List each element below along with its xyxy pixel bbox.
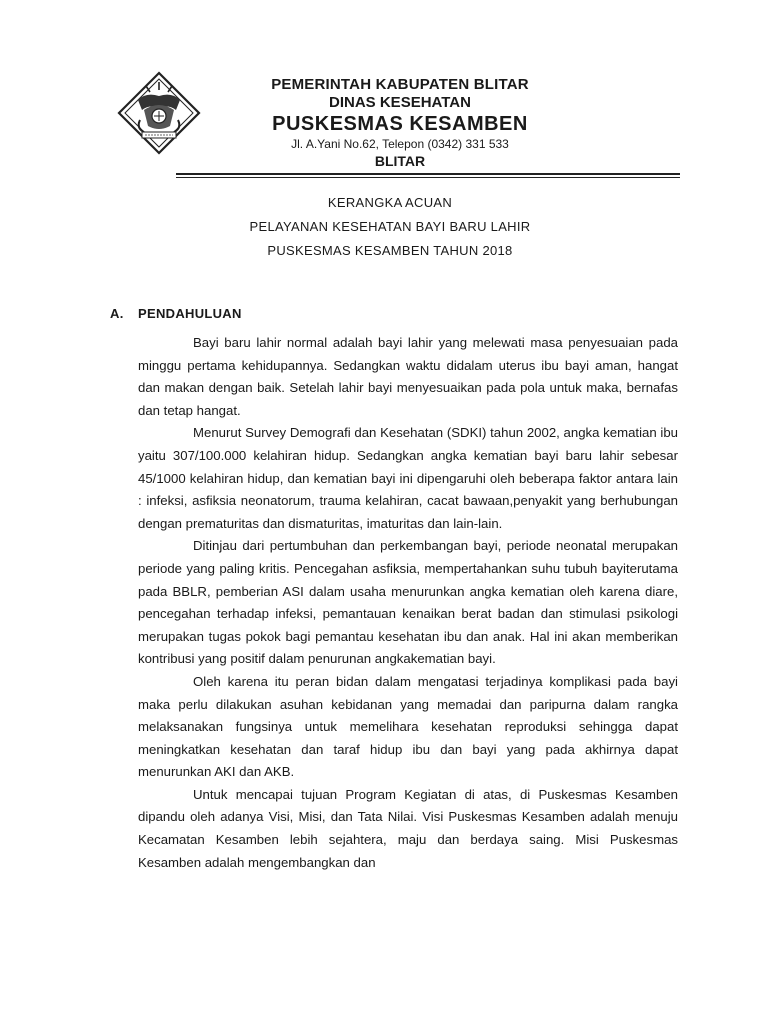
paragraph: Bayi baru lahir normal adalah bayi lahir yang melewati masa penyesuaian pada minggu pertama kehidupannya. Sedangkan waktu didalam uterus ibu bayi aman, hangat dan makan dengan baik. Setelah lahir bayi menyesuaikan pada pola untuk maka, bernafas dan tetap hangat. (138, 335, 678, 418)
document-subtitle: PELAYANAN KESEHATAN BAYI BARU LAHIR (249, 219, 531, 234)
letterhead-divider-thin (176, 177, 680, 178)
institution-address: Jl. A.Yani No.62, Telepon (0342) 331 533 (291, 137, 509, 151)
paragraph: Menurut Survey Demografi dan Kesehatan (SDKI) tahun 2002, angka kematian ibu yaitu 307/100.000 kelahiran hidup. Sedangkan angka kematian bayi baru lahir sebesar 45/1000 kelahiran hidup, dan kematian bayi ini dipengaruhi oleh beberapa faktor antara lain : infeksi, asfiksia neonatorum, trauma kelahiran, cacat bawaan,penyakit yang berhubungan dengan prematuritas dan dismaturitas, imaturitas dan lain-lain. (138, 425, 678, 531)
section-title: PENDAHULUAN (138, 306, 242, 321)
section-number: A. (110, 306, 124, 321)
department-name: DINAS KESEHATAN (329, 94, 471, 111)
paragraph: Ditinjau dari pertumbuhan dan perkembangan bayi, periode neonatal merupakan periode yang paling kritis. Pencegahan asfiksia, mempertahankan suhu tubuh bayiterutama pada BBLR, pemberian ASI dalam usaha menurunkan angka kematian oleh karena diare, pencegahan terhadap infeksi, pemantauan kenaikan berat badan dan stimulasi psikologi merupakan tugas pokok bagi pemantau kesehatan ibu dan anak. Hal ini akan memberikan kontribusi yang positif dalam penurunan angkakematian bayi. (138, 538, 678, 667)
blitar-regency-emblem-icon (116, 70, 202, 156)
document-title-block (160, 192, 620, 264)
section-body (138, 332, 678, 874)
institution-name: PUSKESMAS KESAMBEN (272, 113, 528, 135)
paragraph: Oleh karena itu peran bidan dalam mengatasi terjadinya komplikasi pada bayi maka perlu dilakukan asuhan kebidanan yang memadai dan paripurna dalam rangka melaksanakan fungsinya untuk memelihara kesehatan reproduksi sehingga dapat meningkatkan kesehatan dan taraf hidup ibu dan bayi yang pada akhirnya dapat menurunkan AKI dan AKB. (138, 673, 678, 780)
institution-city: BLITAR (374, 153, 426, 169)
letterhead (200, 76, 600, 170)
government-name: PEMERINTAH KABUPATEN BLITAR (271, 76, 529, 93)
document-subtitle-year: PUSKESMAS KESAMBEN TAHUN 2018 (267, 243, 513, 258)
paragraph: Untuk mencapai tujuan Program Kegiatan di atas, di Puskesmas Kesamben dipandu oleh adanya Visi, Misi, dan Tata Nilai. Visi Puskesmas Kesamben adalah menuju Kecamatan Kesamben lebih sejahtera, maju dan berdaya saing. Misi Puskesmas Kesamben adalah mengembangkan dan (138, 786, 678, 870)
section-heading (110, 306, 242, 321)
letterhead-divider-thick (176, 173, 680, 175)
document-title: KERANGKA ACUAN (327, 195, 453, 210)
